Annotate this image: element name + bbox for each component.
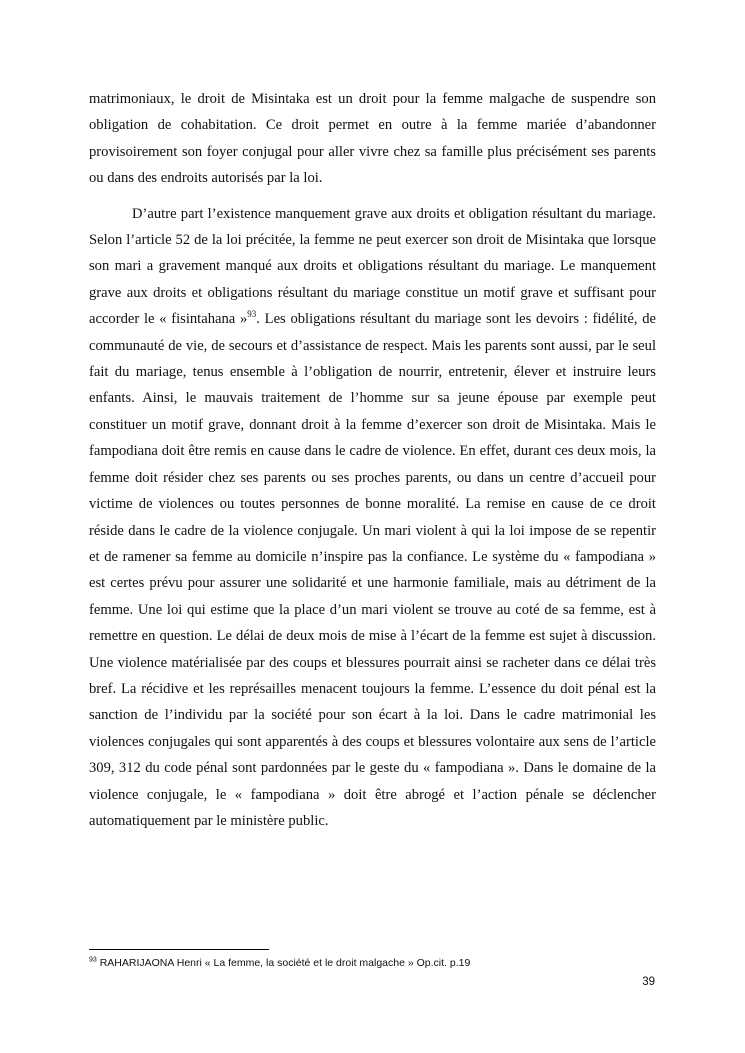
- footnote-number: 93: [89, 956, 97, 964]
- paragraph-2: [89, 201, 656, 835]
- footnote: [89, 956, 470, 970]
- page-number: 39: [642, 976, 655, 988]
- body-text: [89, 86, 656, 834]
- footnote-text: RAHARIJAONA Henri « La femme, la société et le droit malgache » Op.cit. p.19: [99, 957, 471, 969]
- footnote-reference[interactable]: 93: [247, 309, 257, 320]
- paragraph-2-part-2: . Les obligations résultant du mariage sont les devoirs : fidélité, de communauté de vie, de secours et d’assistance de respect. Mais les parents sont aussi, par le seul fait du mariage, tenus ensemble à l’obligation de nourrir, entretenir, élever et instruire leurs enfants. Ainsi, le mauvais traitement de l’homme sur sa jeune épouse par exemple peut constituer un motif grave, donnant droit à la femme d’exercer son droit de Misintaka. Mais le fampodiana doit être remis en cause dans le cadre de violence. En effet, durant ces deux mois, la femme doit résider chez ses parents ou ses proches parents, ou dans un centre d’accueil pour victime de violences ou toutes personnes de bonne moralité. La remise en cause de ce droit réside dans le cadre de la violence conjugale. Un mari violent à qui la loi impose de se repentir et de ramener sa femme au domicile n’inspire pas la confiance. Le système du « fampodiana » est certes prévu pour assurer une solidarité et une harmonie familiale, mais au détriment de la femme. Une loi qui estime que la place d’un mari violent se trouve au coté de sa femme, est à remettre en question. Le délai de deux mois de mise à l’écart de la femme est sujet à discussion. Une violence matérialisée par des coups et blessures pourrait ainsi se racheter dans ce délai très bref. La récidive et les représailles menacent toujours la femme. L’essence du doit pénal est la sanction de l’individu par la société pour son écart à la loi. Dans le cadre matrimonial les violences conjugales qui sont apparentés à des coups et blessures volontaire aux sens de l’article 309, 312 du code pénal sont pardonnées par le geste du « fampodiana ». Dans le domaine de la violence conjugale, le « fampodiana » doit être abrogé et l’action pénale se déclencher automatiquement par le ministère public.: [89, 311, 656, 829]
- paragraph-2-part-1: D’autre part l’existence manquement grave aux droits et obligation résultant du mariage. Selon l’article 52 de la loi précitée, la femme ne peut exercer son droit de Misintaka que lorsque son mari a gravement manqué aux droits et obligations résultant du mariage. Le manquement grave aux droits et obligations résultant du mariage constitue un motif grave et suffisant pour accorder le « fisintahana »: [89, 205, 656, 328]
- footnote-separator: [89, 949, 269, 950]
- paragraph-1: matrimoniaux, le droit de Misintaka est un droit pour la femme malgache de suspendre son obligation de cohabitation. Ce droit permet en outre à la femme mariée d’abandonner provisoirement son foyer conjugal pour aller vivre chez sa famille plus précisément ses parents ou dans des endroits autorisés par la loi.: [89, 91, 656, 187]
